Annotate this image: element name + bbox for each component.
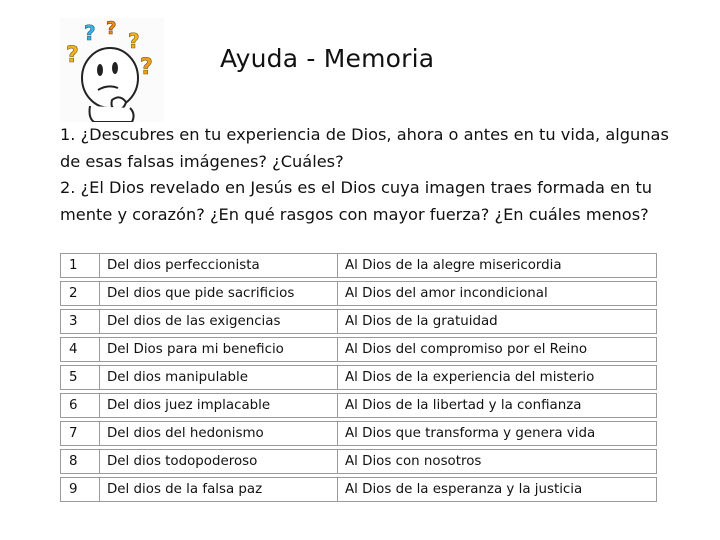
true-image-cell: Al Dios de la esperanza y la justicia — [337, 477, 657, 502]
svg-text:?: ? — [140, 55, 153, 80]
row-number: 9 — [60, 477, 99, 502]
true-image-cell: Al Dios con nosotros — [337, 449, 657, 474]
row-number: 6 — [60, 393, 99, 418]
false-image-cell: Del dios de la falsa paz — [99, 477, 337, 502]
table-row — [60, 477, 657, 502]
question-2: 2. ¿El Dios revelado en Jesús es el Dios cuya imagen traes formada en tu mente y corazón? ¿En qué rasgos con mayor fuerza? ¿En cuáles menos? — [60, 178, 653, 224]
true-image-cell: Al Dios de la alegre misericordia — [337, 253, 657, 278]
svg-text:?: ? — [84, 21, 96, 45]
row-number: 7 — [60, 421, 99, 446]
table-row — [60, 309, 657, 334]
true-image-cell: Al Dios del amor incondicional — [337, 281, 657, 306]
question-1: 1. ¿Descubres en tu experiencia de Dios, ahora o antes en tu vida, algunas de esas falsas imágenes? ¿Cuáles? — [60, 125, 669, 171]
thinking-face-question-marks-icon — [60, 18, 164, 122]
table-row — [60, 337, 657, 362]
row-number: 5 — [60, 365, 99, 390]
row-number: 4 — [60, 337, 99, 362]
true-image-cell: Al Dios de la libertad y la confianza — [337, 393, 657, 418]
row-number: 2 — [60, 281, 99, 306]
false-image-cell: Del dios juez implacable — [99, 393, 337, 418]
row-number: 1 — [60, 253, 99, 278]
false-image-cell: Del dios de las exigencias — [99, 309, 337, 334]
table-row — [60, 421, 657, 446]
true-image-cell: Al Dios de la experiencia del misterio — [337, 365, 657, 390]
table-row — [60, 449, 657, 474]
true-image-cell: Al Dios del compromiso por el Reino — [337, 337, 657, 362]
svg-text:?: ? — [106, 18, 117, 39]
true-image-cell: Al Dios de la gratuidad — [337, 309, 657, 334]
false-image-cell: Del dios perfeccionista — [99, 253, 337, 278]
true-image-cell: Al Dios que transforma y genera vida — [337, 421, 657, 446]
images-table — [60, 250, 657, 505]
row-number: 8 — [60, 449, 99, 474]
false-image-cell: Del dios del hedonismo — [99, 421, 337, 446]
false-image-cell: Del dios todopoderoso — [99, 449, 337, 474]
table-row — [60, 281, 657, 306]
questions-block — [60, 122, 678, 228]
page-title: Ayuda - Memoria — [220, 44, 435, 73]
svg-text:?: ? — [66, 43, 79, 68]
table-row — [60, 393, 657, 418]
false-image-cell: Del dios que pide sacrificios — [99, 281, 337, 306]
svg-text:?: ? — [128, 29, 140, 53]
false-image-cell: Del Dios para mi beneficio — [99, 337, 337, 362]
false-image-cell: Del dios manipulable — [99, 365, 337, 390]
table-row — [60, 365, 657, 390]
table-row — [60, 253, 657, 278]
row-number: 3 — [60, 309, 99, 334]
